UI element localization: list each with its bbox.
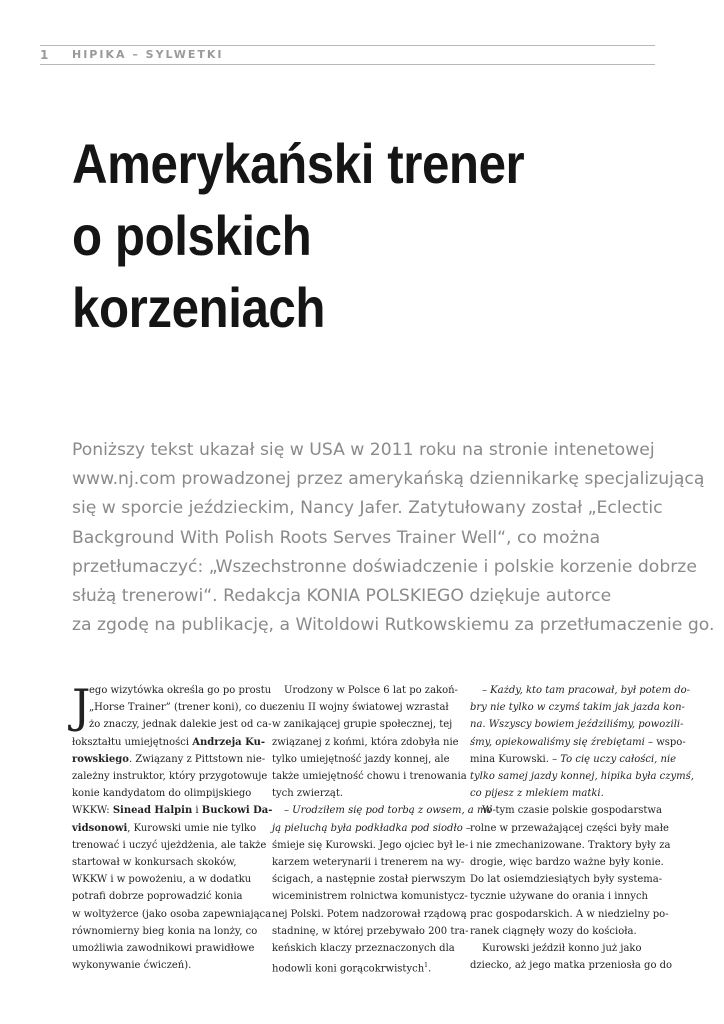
text-line: drogie, więc bardzo ważne były konie. [470,857,664,869]
text-line: tycznie używane do orania i innych [470,891,648,903]
text-line: rowskiego. Związany z Pittstown nie- [72,753,266,765]
bold-name: rowskiego [72,753,129,765]
text-line: prac gospodarskich. A w niedzielny po- [470,908,669,920]
bold-name: vidsonowi [72,822,128,834]
text-line: konie kandydatom do olimpijskiego [72,788,252,800]
text-line: – Każdy, kto tam pracował, był potem do- [482,685,691,696]
text-line [272,957,458,978]
article-lead [72,436,715,640]
text-fragment: To cię uczy całości, nie [560,753,677,765]
body-column-3 [470,682,694,974]
text-line: na. Wszyscy bowiem jeździliśmy, powozili- [470,719,684,731]
text-line: ją pieluchą była podkładka pod siodło – [272,822,471,834]
text-line: ranek ciągnęły wozy do kościoła. [470,925,637,937]
article-title [72,128,600,344]
text-line: wykonywanie ćwiczeń). [72,960,192,972]
text-fragment: śmy, opiekowaliśmy się źrebiętami [470,736,645,748]
text-fragment: – [552,753,561,765]
lead-line: przetłumaczyć: „Wszechstronne doświadczenie i polskie korzenie dobrze [72,556,697,577]
text-line: vidsonowi, Kurowski umie nie tylko [72,822,257,834]
text-line: umożliwia zawodnikowi prawidłowe [72,943,255,955]
header-rule-bottom [40,64,655,65]
text-line: „Horse Trainer” (trener koni), co du- [89,702,276,714]
text-line [470,734,686,751]
text-line: i nie zmechanizowane. Traktory były za [470,839,671,851]
text-line: bry nie tylko w czymś takim jak jazda kon- [470,702,685,714]
lead-line: Poniższy tekst ukazał się w USA w 2011 roku na stronie intenetowej [72,440,655,460]
bold-name: Buckowi Da- [201,805,273,817]
text-fragment: . [427,963,432,975]
text-fragment: – wspo- [644,736,686,748]
text-line: dziecko, aż jego matka przeniosła go do [470,960,673,972]
text-fragment: hodowli koni gorącokrwistych [272,963,425,975]
text-line: stadninę, w której przebywało 200 tra- [272,925,469,937]
text-line: w zanikającej grupie społecznej, tej [272,719,453,731]
bold-name: Andrzeja Ku- [192,736,266,748]
lead-line: za zgodę na publikację, a Witoldowi Rutkowskiemu za przetłumaczenie go. [72,615,715,636]
text-line: trenować i uczyć ujeżdżenia, ale także [72,839,267,851]
text-line: równomierny bieg konia na lonży, co [72,925,258,937]
lead-line: www.nj.com prowadzonej przez amerykańską dziennikarkę specjalizującą [72,469,705,490]
text-line: WKKW i w powożeniu, a w dodatku [72,874,252,886]
page-number: 1 [40,48,50,62]
drop-cap: J [72,679,91,733]
text-line: Do lat osiemdziesiątych były systema- [470,874,663,886]
text-line: karzem weterynarii i trenerem na wy- [272,857,465,869]
text-line: nej Polski. Potem nadzorował rządową [272,908,467,920]
text-line: co pijesz z mlekiem matki. [470,788,604,800]
text-line: ścigach, a następnie został pierwszym [272,874,466,886]
text-line: czeniu II wojny światowej wzrastał [272,702,449,714]
text-line: zależny instruktor, który przygotowuje [72,771,268,783]
footnote-mark: 1 [424,962,428,970]
text-line: Urodzony w Polsce 6 lat po zakoń- [284,685,458,696]
text-line: tylko samej jazdy konnej, hipika była czymś, [470,771,694,783]
text-line: WKKW: Sinead Halpin i Buckowi Da- [72,805,273,817]
text-line: – Urodziłem się pod torbą z owsem, a mo- [284,805,496,817]
text-fragment: mina Kurowski. [470,753,549,765]
text-line: tylko umiejętność jazdy konnej, ale [272,753,450,765]
body-column-1 [72,679,276,974]
text-line: Kurowski jeździł konno już jako [482,943,642,955]
text-line: potrafi dobrze poprowadzić konia [72,891,243,903]
text-line [470,751,677,768]
title-line: Amerykański trener [72,132,525,195]
text-line: W tym czasie polskie gospodarstwa [482,805,662,817]
text-line: związanej z końmi, która zdobyła nie [272,736,459,748]
text-line: ego wizytówka określa go po prostu [89,685,272,696]
text-line: rolne w przeważającej części były małe [470,822,669,834]
text-line: śmieje się Kurowski. Jego ojciec był le- [272,839,469,851]
title-line: korzeniach [72,276,326,339]
text-line: startował w konkursach skoków, [72,857,237,869]
text-line: w woltyżerce (jako osoba zapewniająca [72,908,272,920]
lead-line: się w sporcie jeździeckim, Nancy Jafer. Zatytułowany został „Eclectic [72,498,663,519]
text-line: tych zwierząt. [272,788,344,800]
text-line: żo znaczy, jednak dalekie jest od ca- [89,719,272,731]
text-line: keńskich klaczy przeznaczonych dla [272,943,455,955]
bold-name: Sinead Halpin [112,805,193,817]
lead-line: służą trenerowi“. Redakcja KONIA POLSKIEGO dziękuje autorce [72,586,612,607]
section-label: HIPIKA – SYLWETKI [72,48,224,61]
text-line: także umiejętność chowu i trenowania [272,771,467,783]
text-line: wiceministrem rolnictwa komunistycz- [272,891,468,903]
text-line: łokształtu umiejętności Andrzeja Ku- [72,736,266,748]
body-column-2 [272,682,496,978]
lead-line: Background With Polish Roots Serves Trainer Well“, co można [72,527,601,548]
title-line: o polskich [72,204,312,267]
header-rule-top [40,45,655,46]
